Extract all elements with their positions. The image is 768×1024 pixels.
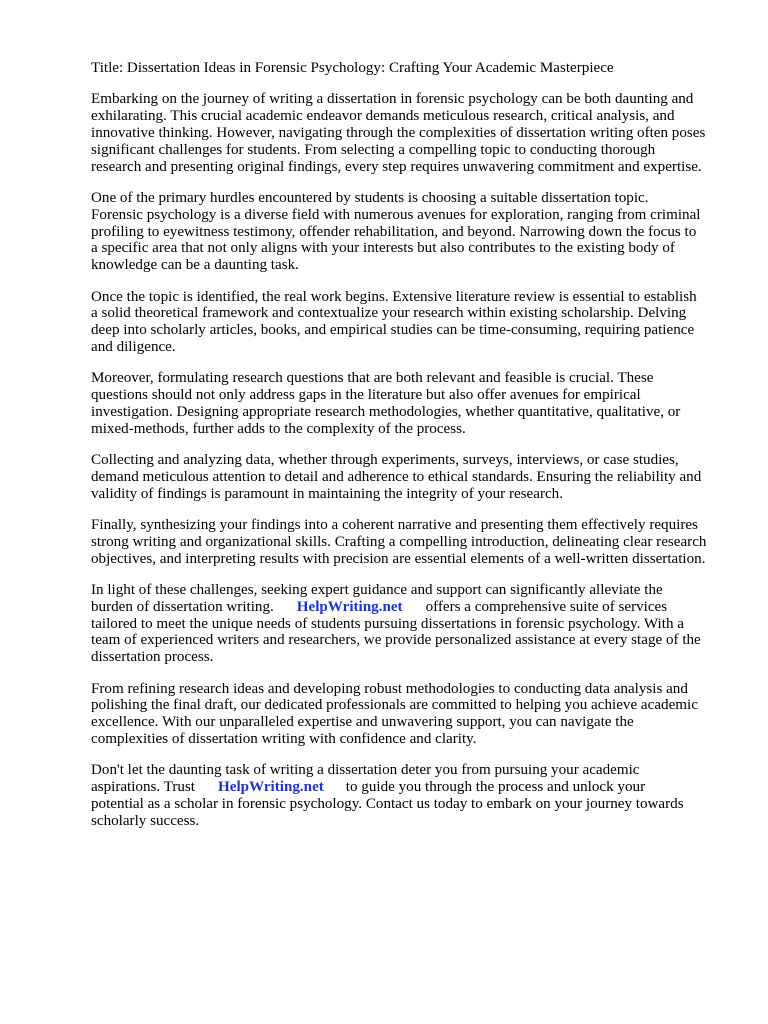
paragraph-topic-selection bbox=[91, 190, 728, 274]
text-line: Once the topic is identified, the real work begins. Extensive literature review is essential to establish bbox=[91, 288, 697, 305]
text-segment: burden of dissertation writing. bbox=[91, 598, 274, 615]
text-line: innovative thinking. However, navigating through the complexities of dissertation writing often poses bbox=[91, 124, 706, 141]
paragraph-intro bbox=[91, 91, 728, 175]
text-line: demand meticulous attention to detail and adherence to ethical standards. Ensuring the reliability and bbox=[91, 468, 702, 485]
text-line: excellence. With our unparalleled expertise and unwavering support, you can navigate the bbox=[91, 714, 634, 731]
text-line: team of experienced writers and researchers, we provide personalized assistance at every stage of the bbox=[91, 632, 701, 649]
text-line: tailored to meet the unique needs of students pursuing dissertations in forensic psychology. With a bbox=[91, 615, 684, 632]
text-line: strong writing and organizational skills. Crafting a compelling introduction, delineating clear research bbox=[91, 533, 707, 550]
paragraph-call-to-action bbox=[91, 762, 728, 829]
document-title: Title: Dissertation Ideas in Forensic Psychology: Crafting Your Academic Masterpiece bbox=[91, 60, 614, 76]
helpwriting-link[interactable]: HelpWriting.net bbox=[296, 598, 403, 615]
text-segment: offers a comprehensive suite of services bbox=[425, 598, 668, 615]
text-line: complexities of dissertation writing with confidence and clarity. bbox=[91, 731, 477, 748]
text-line: a solid theoretical framework and contextualize your research within existing scholarship. Delving bbox=[91, 305, 687, 322]
text-line: One of the primary hurdles encountered by students is choosing a suitable dissertation topic. bbox=[91, 189, 649, 206]
text-line: Collecting and analyzing data, whether through experiments, surveys, interviews, or case studies, bbox=[91, 452, 679, 469]
text-line: polishing the final draft, our dedicated professionals are committed to helping you achieve academic bbox=[91, 697, 698, 714]
text-line: significant challenges for students. From selecting a compelling topic to conducting thorough bbox=[91, 141, 656, 158]
text-line: questions should not only address gaps in the literature but also offer avenues for empirical bbox=[91, 387, 641, 404]
text-segment: aspirations. Trust bbox=[91, 779, 195, 796]
text-line: Finally, synthesizing your findings into a coherent narrative and presenting them effectively requires bbox=[91, 517, 698, 534]
text-line: profiling to eyewitness testimony, offender rehabilitation, and beyond. Narrowing down the focus to bbox=[91, 223, 697, 240]
text-line: deep into scholarly articles, books, and empirical studies can be time-consuming, requiring patience bbox=[91, 322, 695, 339]
text-line: a specific area that not only aligns with your interests but also contributes to the existing body of bbox=[91, 240, 675, 257]
text-line: and diligence. bbox=[91, 338, 176, 355]
text-line: exhilarating. This crucial academic endeavor demands meticulous research, critical analysis, and bbox=[91, 108, 675, 125]
paragraph-professionals bbox=[91, 681, 728, 748]
helpwriting-link[interactable]: HelpWriting.net bbox=[218, 779, 324, 796]
paragraph-expert-guidance bbox=[91, 582, 728, 666]
paragraph-literature-review bbox=[91, 289, 728, 356]
text-line: Forensic psychology is a diverse field with numerous avenues for exploration, ranging from criminal bbox=[91, 206, 701, 223]
text-line: mixed-methods, further adds to the complexity of the process. bbox=[91, 420, 466, 437]
text-line: potential as a scholar in forensic psychology. Contact us today to embark on your journey towards bbox=[91, 796, 684, 813]
text-line-with-link bbox=[91, 599, 728, 616]
text-line: scholarly success. bbox=[91, 812, 200, 829]
text-line-with-link bbox=[91, 779, 728, 796]
text-line: dissertation process. bbox=[91, 649, 214, 666]
text-line: Moreover, formulating research questions that are both relevant and feasible is crucial. These bbox=[91, 370, 654, 387]
paragraph-data-collection bbox=[91, 452, 728, 502]
text-line: objectives, and interpreting results with precision are essential elements of a well-written dissertation. bbox=[91, 550, 706, 567]
text-segment: to guide you through the process and unlock your bbox=[345, 779, 646, 796]
paragraph-synthesis bbox=[91, 517, 728, 567]
text-line: From refining research ideas and developing robust methodologies to conducting data analysis and bbox=[91, 680, 688, 697]
text-line: investigation. Designing appropriate research methodologies, whether quantitative, qualitative, or bbox=[91, 403, 681, 420]
text-line: In light of these challenges, seeking expert guidance and support can significantly alleviate the bbox=[91, 582, 663, 599]
text-line: Don't let the daunting task of writing a dissertation deter you from pursuing your academic bbox=[91, 762, 640, 779]
paragraph-research-questions bbox=[91, 370, 728, 437]
text-line: knowledge can be a daunting task. bbox=[91, 257, 299, 274]
text-line: Embarking on the journey of writing a dissertation in forensic psychology can be both daunting and bbox=[91, 91, 694, 108]
text-line: validity of findings is paramount in maintaining the integrity of your research. bbox=[91, 485, 563, 502]
text-line: research and presenting original findings, every step requires unwavering commitment and expertise. bbox=[91, 158, 702, 175]
